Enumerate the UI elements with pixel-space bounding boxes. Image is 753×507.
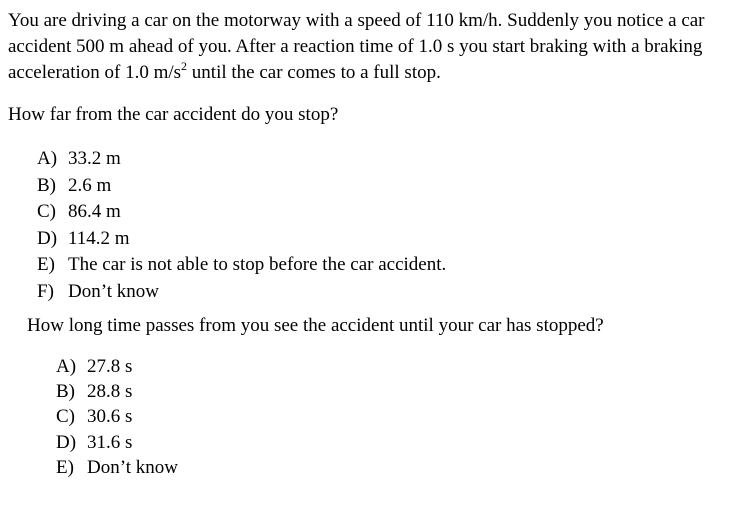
- option-text: 30.6 s: [87, 406, 133, 428]
- option-text: The car is not able to stop before the car accident.: [68, 254, 447, 275]
- problem-statement: [8, 8, 750, 86]
- option-text: 86.4 m: [68, 201, 121, 222]
- problem-line-3: [8, 60, 750, 86]
- problem-line-3-start: acceleration of 1.0 m/s: [8, 62, 182, 83]
- question-1-option-f[interactable]: [37, 279, 446, 306]
- option-text: 28.8 s: [87, 381, 133, 403]
- problem-line-3-end: until the car comes to a full stop.: [187, 62, 441, 83]
- question-2-option-e[interactable]: [56, 455, 178, 480]
- option-text: Don’t know: [87, 456, 178, 478]
- option-letter: F): [37, 280, 54, 302]
- question-1-option-c[interactable]: [37, 199, 446, 226]
- option-text: 27.8 s: [87, 356, 133, 377]
- question-1-options: [37, 146, 446, 305]
- option-letter: B): [37, 174, 56, 196]
- question-1-option-a[interactable]: [37, 146, 446, 173]
- option-text: 2.6 m: [68, 174, 112, 196]
- question-1-text: How far from the car accident do you stop?: [8, 104, 339, 125]
- option-text: 114.2 m: [68, 227, 130, 249]
- question-2-option-c[interactable]: [56, 404, 178, 429]
- option-letter: D): [37, 227, 58, 249]
- option-letter: A): [37, 148, 58, 169]
- exponent: 2: [181, 59, 188, 73]
- problem-line-2: accident 500 m ahead of you. After a reaction time of 1.0 s you start braking with a braking: [8, 36, 703, 57]
- option-letter: C): [37, 201, 56, 222]
- question-2-option-d[interactable]: [56, 430, 178, 455]
- question-1-option-b[interactable]: [37, 173, 446, 200]
- option-letter: E): [37, 254, 55, 275]
- question-2-option-b[interactable]: [56, 379, 178, 404]
- option-text: Don’t know: [68, 280, 159, 302]
- option-letter: E): [56, 456, 74, 478]
- question-2-text: How long time passes from you see the accident until your car has stopped?: [27, 315, 604, 336]
- problem-line-1: You are driving a car on the motorway with a speed of 110 km/h. Suddenly you notice a car: [8, 10, 705, 31]
- option-text: 31.6 s: [87, 431, 133, 453]
- option-text: 33.2 m: [68, 148, 121, 169]
- question-1-option-e[interactable]: [37, 252, 446, 279]
- question-2-option-a[interactable]: [56, 354, 178, 379]
- option-letter: D): [56, 431, 77, 453]
- question-1-option-d[interactable]: [37, 226, 446, 253]
- question-2-options: [56, 354, 178, 480]
- option-letter: B): [56, 381, 75, 403]
- option-letter: A): [56, 356, 77, 377]
- option-letter: C): [56, 406, 75, 428]
